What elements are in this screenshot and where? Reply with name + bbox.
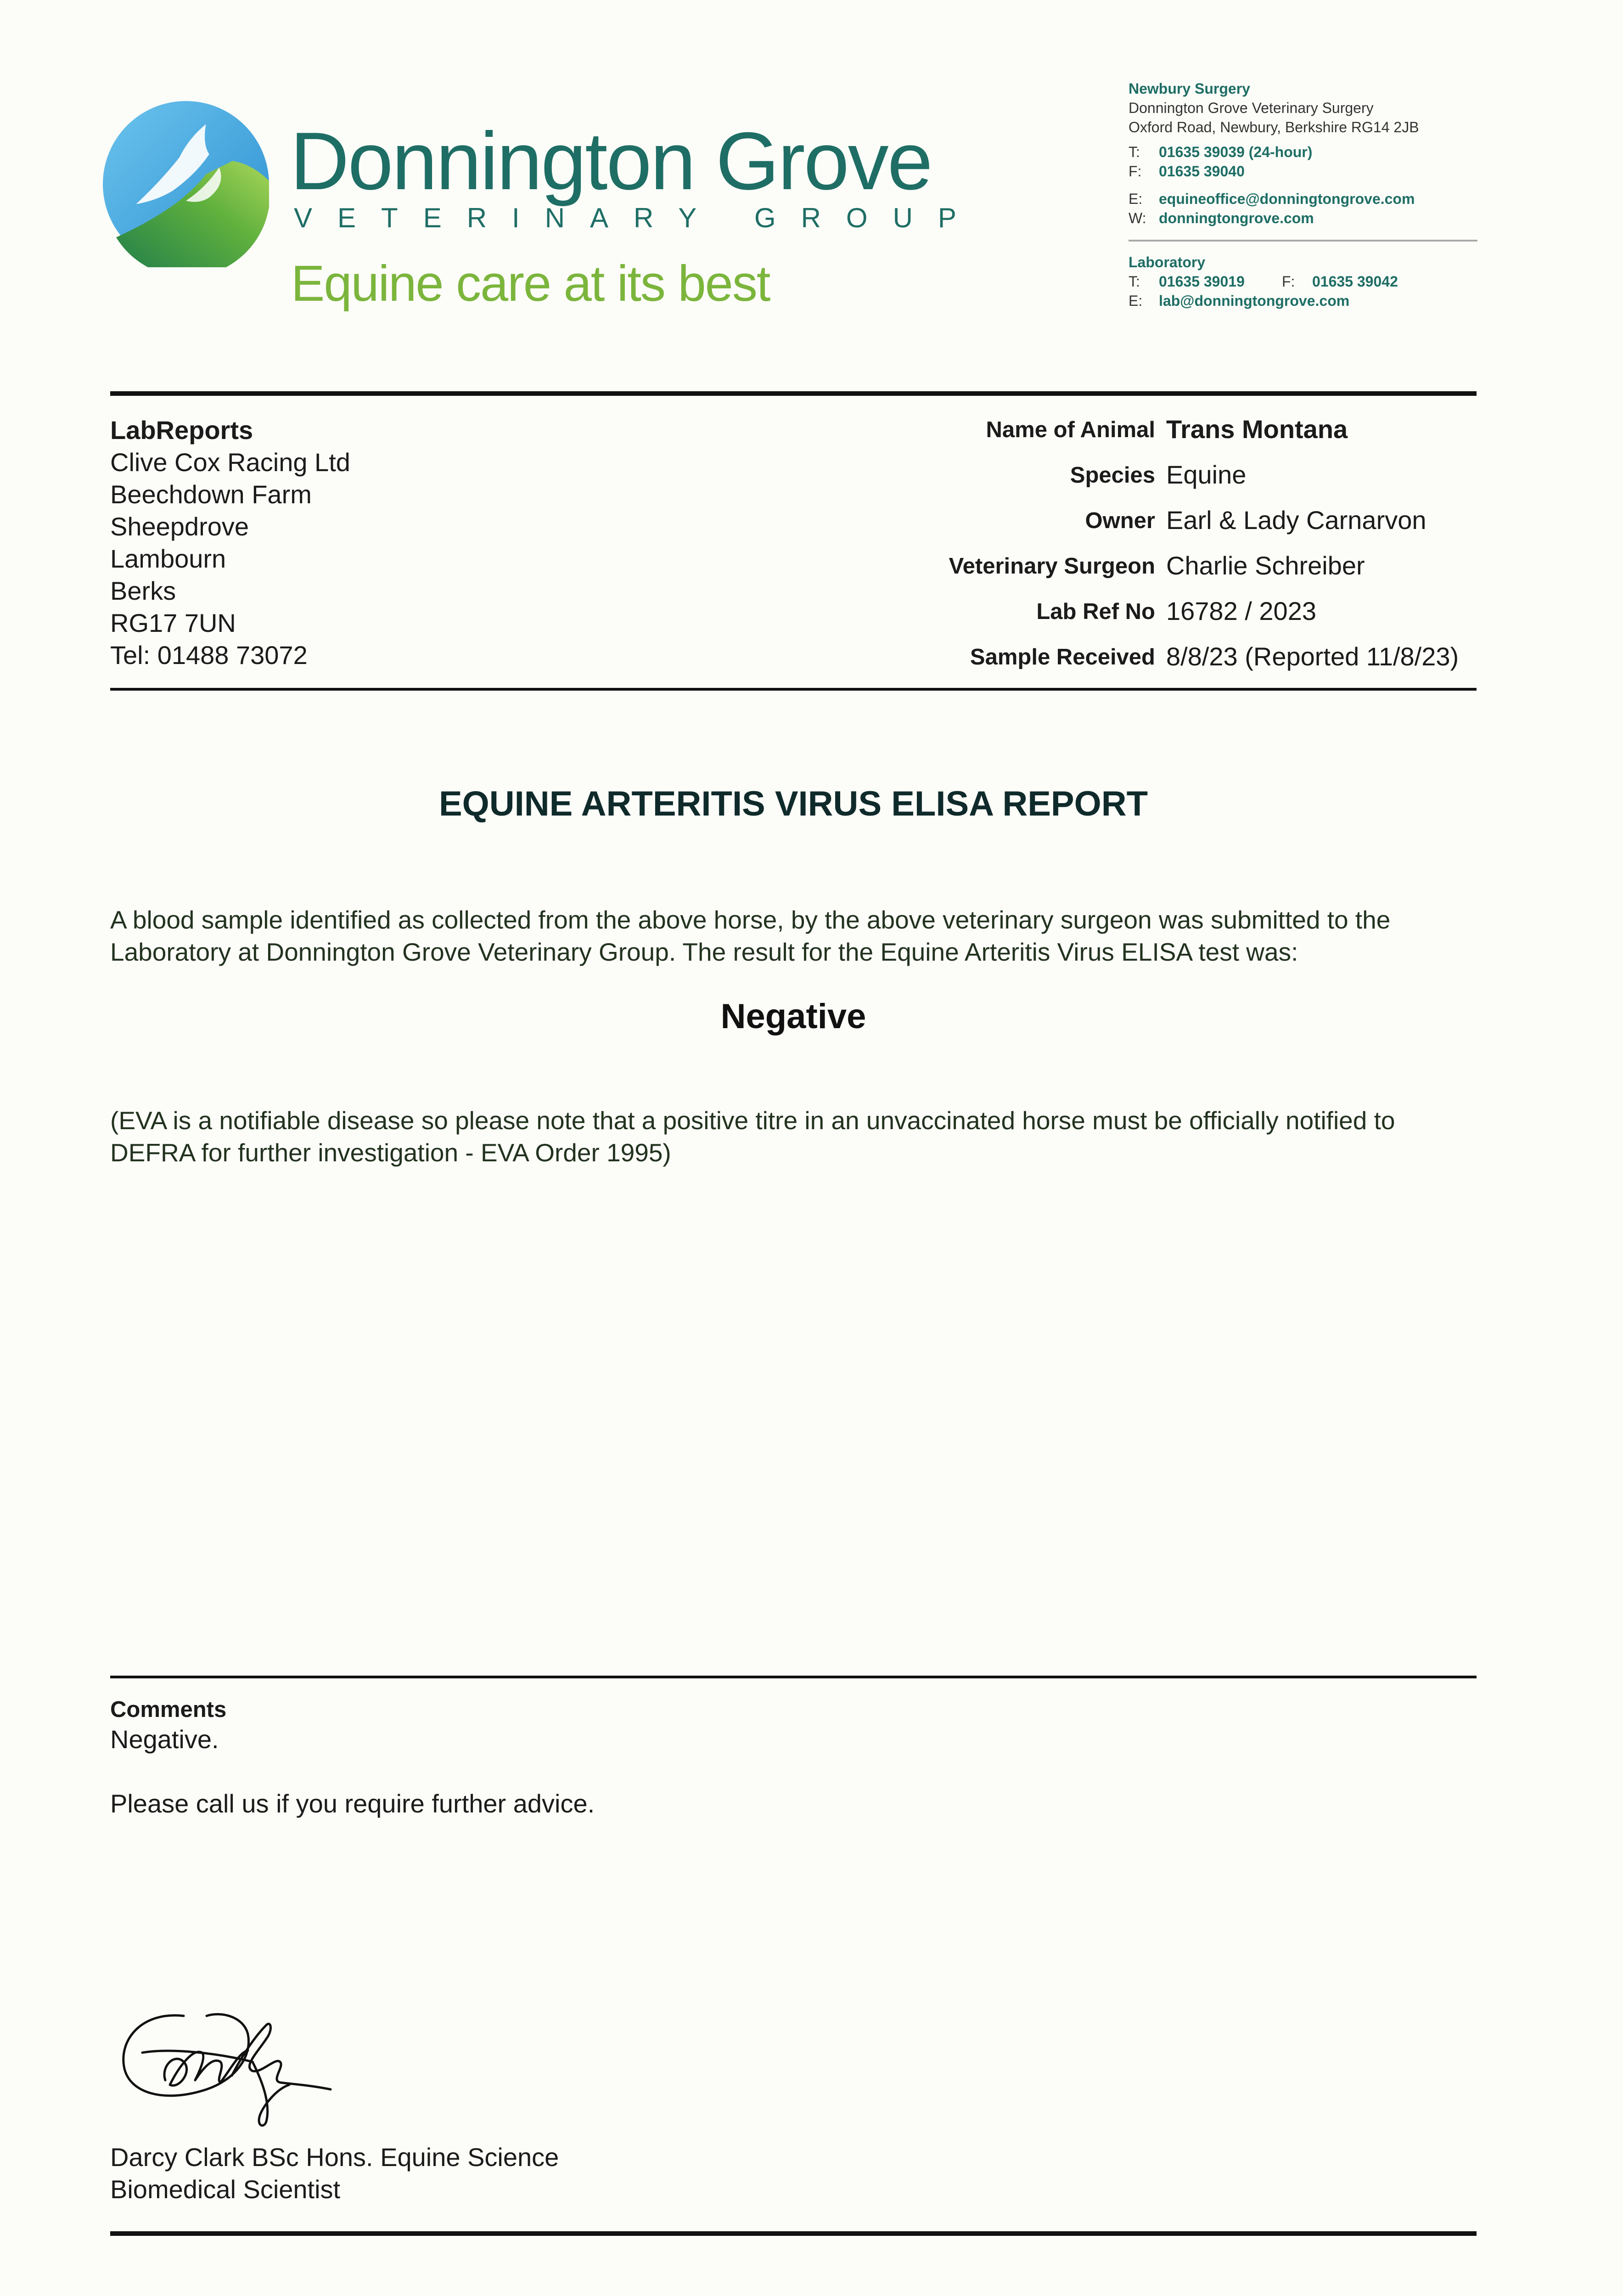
contact-laboratory [1129, 253, 1398, 310]
comments-heading: Comments [110, 1697, 227, 1722]
divider-details [110, 688, 1477, 691]
detail-label: Name of Animal [986, 417, 1155, 442]
comments-advice: Please call us if you require further advice. [110, 1789, 595, 1818]
detail-value: Earl & Lady Carnarvon [1166, 506, 1426, 535]
newbury-web-link[interactable]: donningtongrove.com [1159, 210, 1314, 226]
newbury-address-line2: Oxford Road, Newbury, Berkshire RG14 2JB [1129, 119, 1419, 135]
divider-bottom [110, 2231, 1477, 2236]
newbury-web-label: W: [1129, 210, 1146, 226]
newbury-fax: 01635 39040 [1159, 163, 1245, 180]
newbury-address-line1: Donnington Grove Veterinary Surgery [1129, 100, 1374, 116]
address-line: Tel: 01488 73072 [110, 641, 308, 670]
address-line: Clive Cox Racing Ltd [110, 448, 350, 477]
signatory-title: Biomedical Scientist [110, 2175, 341, 2204]
newbury-heading: Newbury Surgery [1129, 80, 1250, 97]
address-line: Beechdown Farm [110, 480, 312, 509]
lab-heading: Laboratory [1129, 254, 1206, 270]
recipient-address [110, 414, 350, 671]
lab-fax-label: F: [1282, 273, 1295, 290]
lab-email-link[interactable]: lab@donningtongrove.com [1159, 293, 1350, 309]
contact-divider [1129, 240, 1477, 242]
contact-newbury [1129, 79, 1419, 228]
newbury-tel[interactable]: 01635 39039 (24-hour) [1159, 144, 1313, 160]
report-title: EQUINE ARTERITIS VIRUS ELISA REPORT [438, 784, 1148, 823]
brand-name: Donnington Grove [290, 115, 932, 207]
detail-value: 16782 / 2023 [1166, 597, 1316, 625]
detail-value: Charlie Schreiber [1166, 551, 1365, 580]
detail-label: Lab Ref No [1036, 599, 1155, 624]
detail-row-name [849, 414, 1477, 460]
detail-value: 8/8/23 (Reported 11/8/23) [1166, 642, 1459, 671]
address-line: Sheepdrove [110, 512, 249, 541]
signature-image [115, 1998, 354, 2144]
lab-tel[interactable]: 01635 39019 [1159, 273, 1245, 290]
newbury-email-label: E: [1129, 191, 1143, 207]
report-note: (EVA is a notifiable disease so please note that a positive titre in an unvaccinated horse must be officially notified to DEFRA for further investigation - EVA Order 1995) [110, 1106, 1395, 1167]
detail-value: Trans Montana [1166, 415, 1348, 444]
detail-label: Species [1070, 463, 1155, 488]
detail-value: Equine [1166, 460, 1247, 489]
detail-row-labref [849, 596, 1477, 642]
newbury-email-link[interactable]: equineoffice@donningtongrove.com [1159, 191, 1415, 207]
detail-row-received [849, 642, 1477, 687]
lab-tel-label: T: [1129, 273, 1140, 290]
divider-top [110, 391, 1477, 396]
animal-details [849, 414, 1477, 687]
detail-row-species [849, 460, 1477, 505]
detail-label: Veterinary Surgeon [949, 554, 1155, 579]
comments-text: Negative. [110, 1725, 219, 1754]
test-result: Negative [720, 997, 866, 1036]
report-intro: A blood sample identified as collected from the above horse, by the above veterinary surgeon was submitted to the Laboratory at Donnington Grove Veterinary Group. The result for the Equine Arteritis Virus ELISA test was: [110, 906, 1391, 966]
detail-row-vet [849, 551, 1477, 596]
logo-icon [103, 101, 269, 267]
address-line: Berks [110, 576, 176, 605]
signatory-name: Darcy Clark BSc Hons. Equine Science [110, 2143, 559, 2172]
brand-subtitle: VETERINARY GROUP [294, 203, 982, 233]
newbury-fax-label: F: [1129, 163, 1142, 180]
newbury-tel-label: T: [1129, 144, 1140, 160]
lab-fax: 01635 39042 [1312, 273, 1398, 290]
lab-email-label: E: [1129, 293, 1143, 309]
address-heading: LabReports [110, 416, 253, 445]
divider-comments [110, 1676, 1477, 1678]
detail-label: Sample Received [970, 645, 1155, 670]
detail-row-owner [849, 505, 1477, 551]
address-line: Lambourn [110, 544, 226, 573]
address-line: RG17 7UN [110, 608, 236, 637]
brand-tagline: Equine care at its best [291, 255, 770, 312]
detail-label: Owner [1085, 508, 1155, 533]
